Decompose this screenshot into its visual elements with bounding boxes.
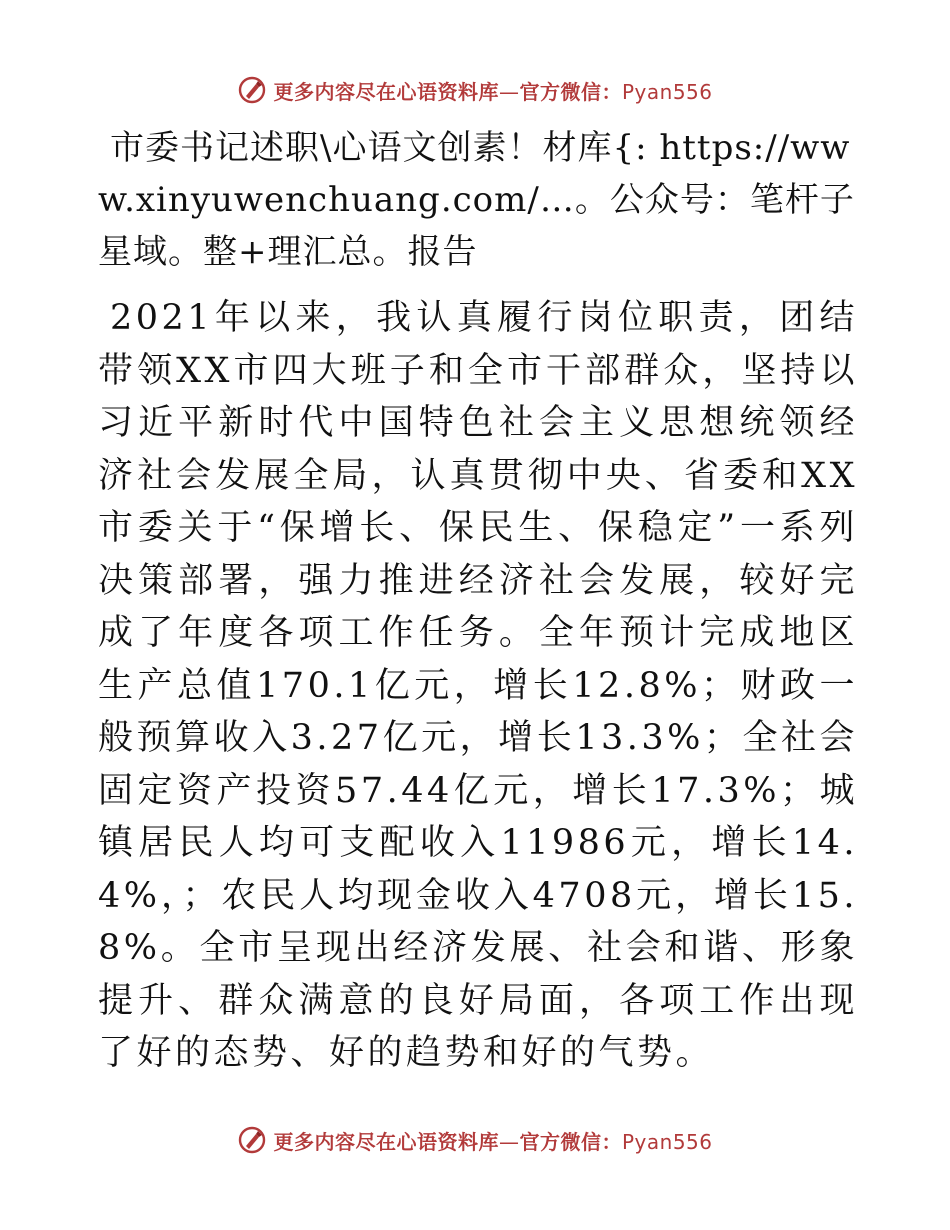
watermark-text <box>273 76 712 105</box>
watermark-wechat-id: Pyan556 <box>621 1129 713 1154</box>
watermark-wechat-label: 官方微信： <box>519 1129 622 1154</box>
watermark-separator: — <box>498 1129 520 1154</box>
header-watermark <box>0 70 950 110</box>
watermark-wechat-label: 官方微信： <box>519 79 622 104</box>
document-heading: 市委书记述职\心语文创素！材库{: https://www.xinyuwenchuang.com/…。公众号：笔杆子星域。整+理汇总。报告 <box>98 128 855 272</box>
watermark-slogan: 更多内容尽在心语资料库 <box>273 79 499 104</box>
document-paragraph: 2021年以来，我认真履行岗位职责，团结带领XX市四大班子和全市干部群众，坚持以习近平新时代中国特色社会主义思想统领经济社会发展全局，认真贯彻中央、省委和XX市委关于“保增长、保民生、保稳定”一系列决策部署，强力推进经济社会发展，较好完成了年度各项工作任务。全年预计完成地区生产总值170.1亿元，增长12.8%；财政一般预算收入3.27亿元，增长13.3%；全社会固定资产投资57.44亿元，增长17.3%；城镇居民人均可支配收入11986元，增长14.4%，；农民人均现金收入4708元，增长15.8%。全市呈现出经济发展、社会和谐、形象提升、群众满意的良好局面，各项工作出现了好的态势、好的趋势和好的气势。 <box>98 298 858 1073</box>
document-body <box>98 122 858 1080</box>
pen-logo-icon <box>237 75 267 105</box>
watermark-slogan: 更多内容尽在心语资料库 <box>273 1129 499 1154</box>
footer-watermark <box>0 1120 950 1160</box>
watermark-separator: — <box>498 79 520 104</box>
watermark-text <box>273 1126 712 1155</box>
pen-logo-icon <box>237 1125 267 1155</box>
watermark-wechat-id: Pyan556 <box>621 79 713 104</box>
